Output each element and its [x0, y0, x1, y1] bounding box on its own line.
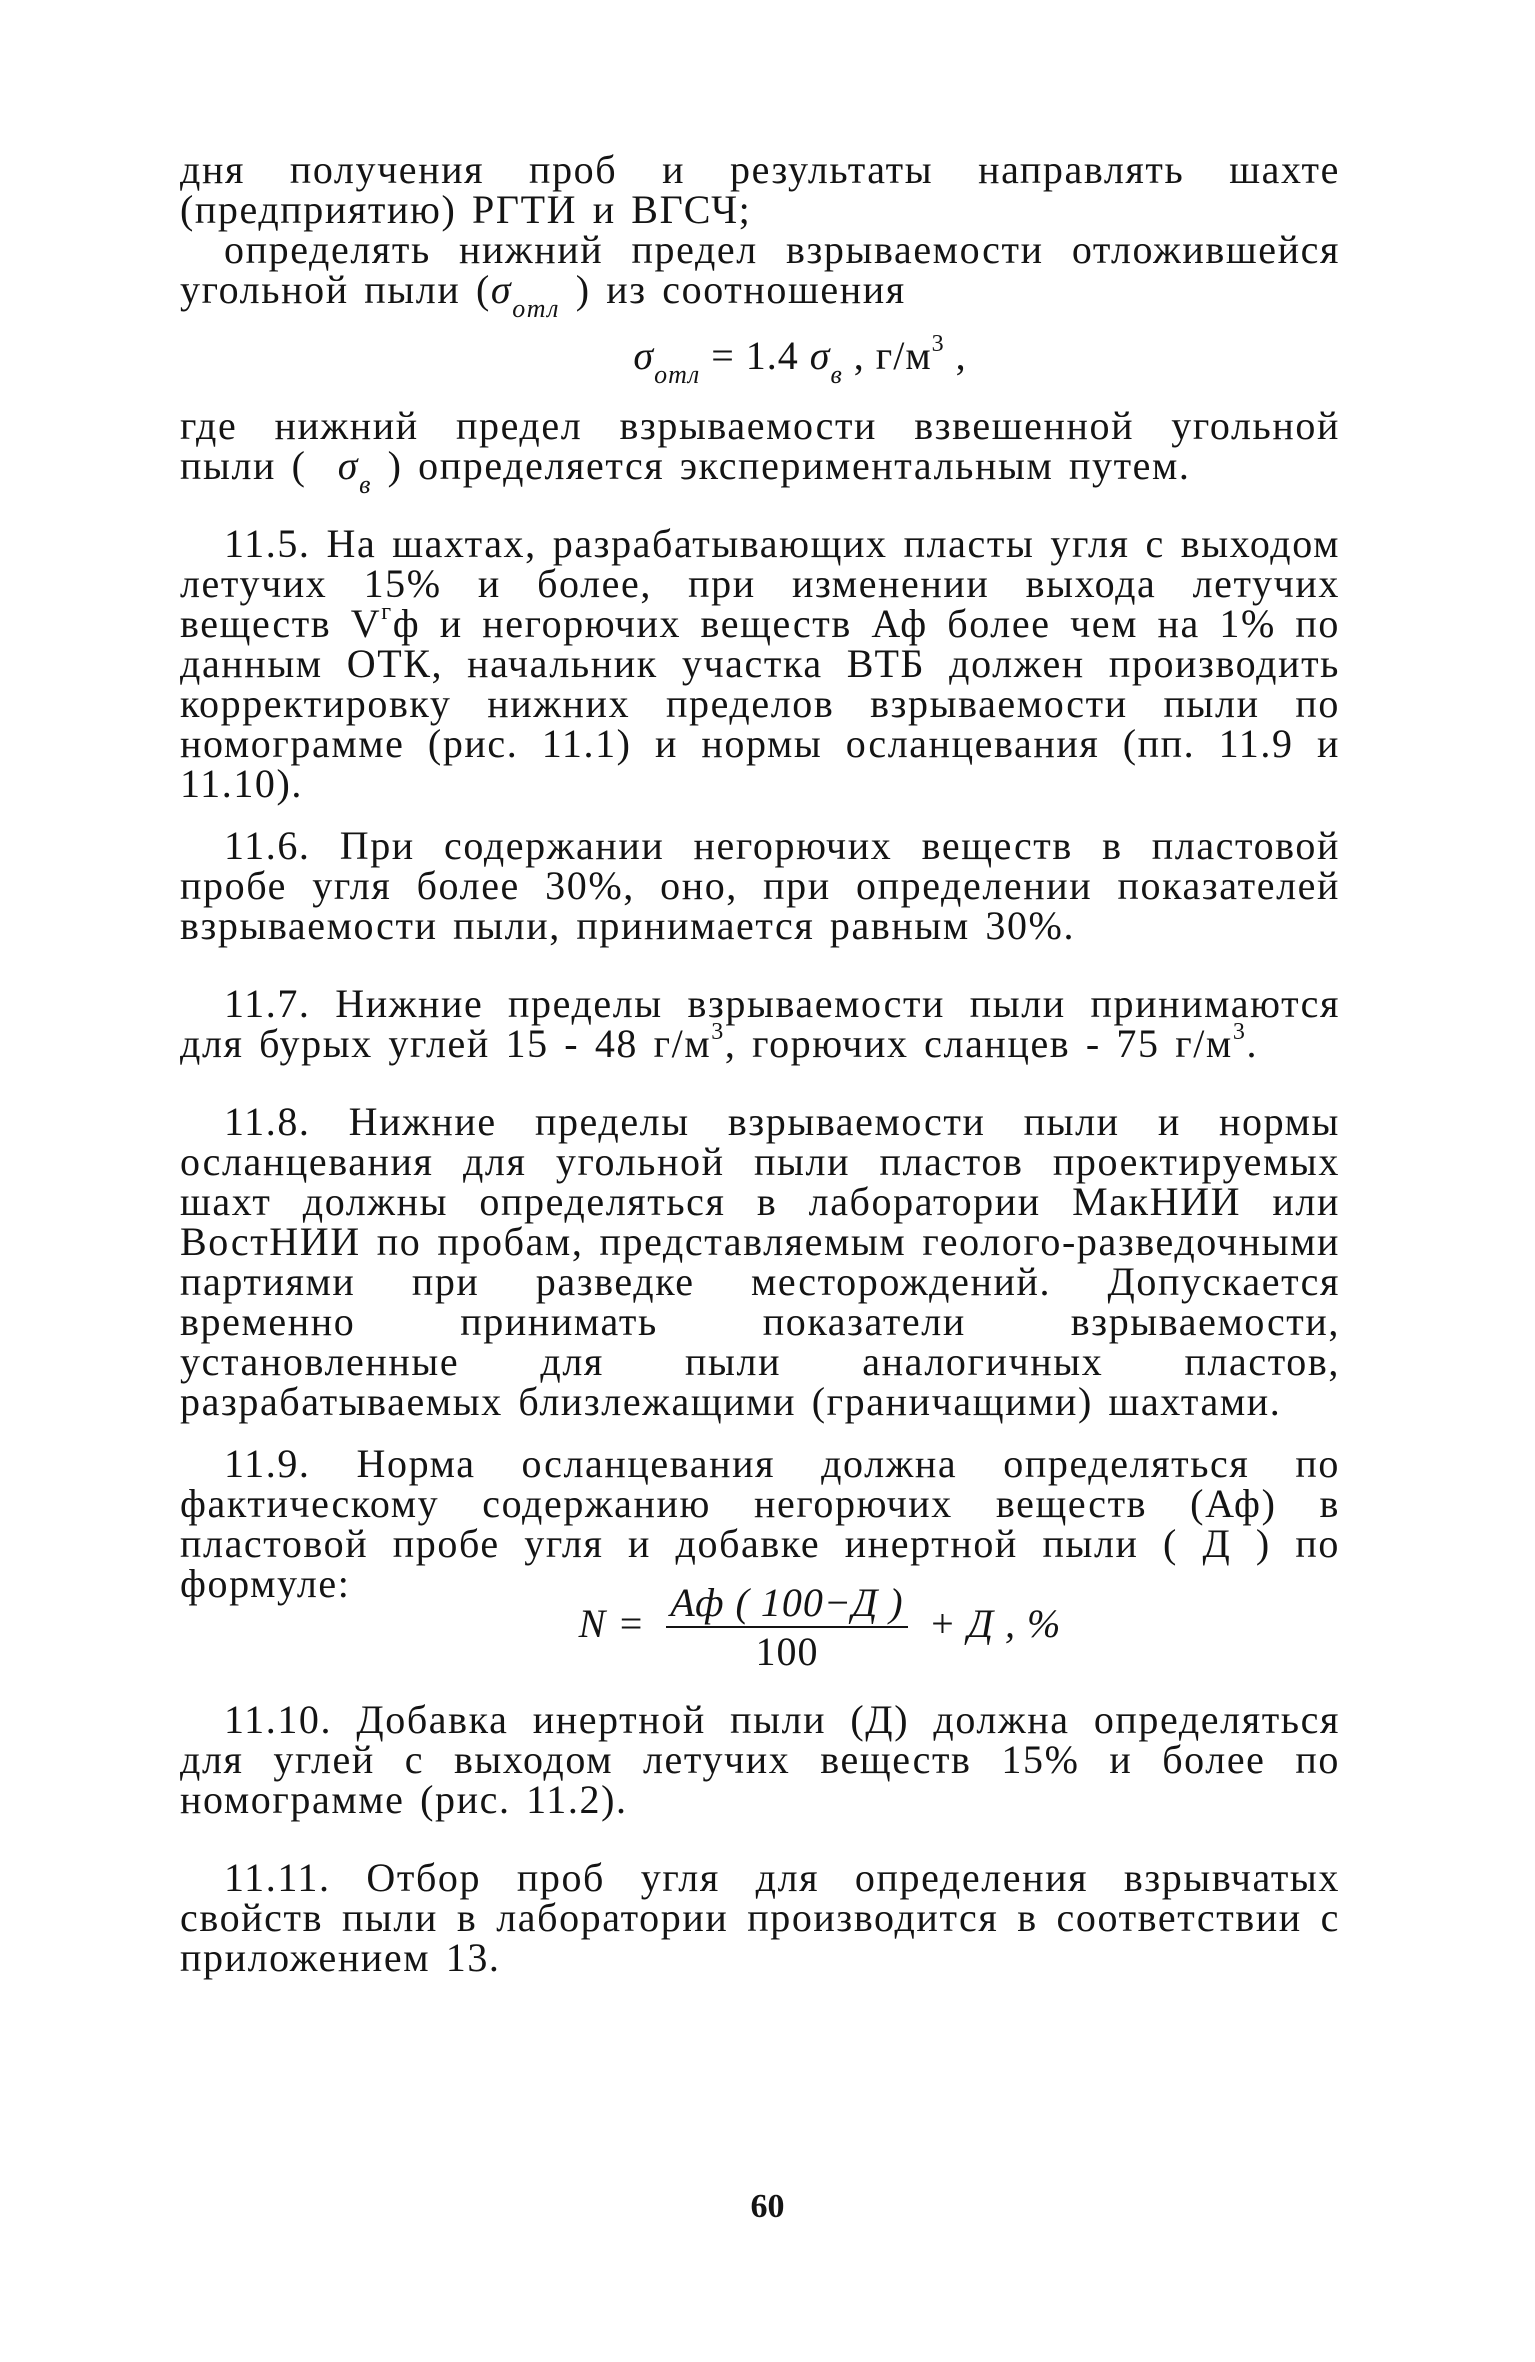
p11-7-sup2: 3: [1232, 1019, 1247, 1045]
paragraph-suspended-dust: [180, 403, 1340, 499]
deposited-dust-text: определять нижний предел взрываемости отложившейся угольной пыли (: [180, 227, 1340, 312]
formula2-rhs: + Д , %: [928, 1601, 1062, 1647]
paragraph-deposited-dust-limit: [180, 227, 1340, 323]
paragraph-11-5: [180, 521, 1340, 806]
formula1-rhs-subscript: в: [830, 360, 843, 389]
formula2-denominator: 100: [755, 1629, 819, 1674]
paragraph-11-11: 11.11. Отбор проб угля для определения взрывчатых свойств пыли в лаборатории производится в соответствии с приложением 13.: [180, 1855, 1340, 1980]
formula1-unit: , г/м: [853, 333, 932, 378]
intro-text: дня получения проб и результаты направлять шахте (предприятию) РГТИ и ВГСЧ;: [180, 147, 1340, 232]
formula2-lhs: N =: [578, 1601, 646, 1647]
formula1-tail: ,: [955, 333, 967, 378]
formula1-lhs-subscript: отл: [654, 360, 701, 389]
where-sigma: σ: [337, 443, 360, 488]
formula1-sigma: σ: [633, 333, 655, 378]
paragraph-11-7: [180, 981, 1340, 1066]
formula-norm: [180, 1582, 1340, 1674]
formula-deposited-dust: [180, 331, 1340, 389]
p11-7-sup1: 3: [711, 1019, 725, 1045]
formula2-fraction: [666, 1582, 907, 1674]
p11-5-text: 11.5. На шахтах, разрабатывающих пласты угля с выходом летучих 15% и более, при изменении выхода летучих веществ V: [180, 521, 1340, 646]
deposited-dust-text-end: ) из соотношения: [575, 267, 906, 312]
where-text-end: ) определяется экспериментальным путем.: [387, 443, 1191, 488]
paragraph-11-6: 11.6. При содержании негорючих веществ в пластовой пробе угля более 30%, оно, при определении показателей взрываемости пыли, принимается равным 30%.: [180, 823, 1340, 948]
sigma-subscript: отл: [512, 294, 561, 323]
p11-7-text-mid: , горючих сланцев - 75 г/м: [724, 1021, 1233, 1066]
formula1-equals: = 1.4: [711, 333, 799, 378]
paragraph-intro-continuation: [180, 147, 1340, 232]
formula2-numerator: Аф ( 100−Д ): [666, 1582, 907, 1628]
paragraph-11-8: 11.8. Нижние пределы взрываемости пыли и нормы осланцевания для угольной пыли пластов проектируемых шахт должны определяться в лаборатории МакНИИ или ВостНИИ по пробам, представляемым геолого-разведочными партиями при разведке месторождений. Допускается временно принимать показатели взрываемости, установленные для пыли аналогичных пластов, разрабатываемых близлежащими (граничащими) шахтами.: [180, 1099, 1340, 1424]
where-text: где нижний предел взрываемости взвешенной угольной пыли (: [180, 403, 1340, 488]
where-sigma-subscript: в: [359, 470, 372, 499]
formula1-sigma-rhs: σ: [809, 333, 831, 378]
formula1-unit-sup: 3: [931, 331, 945, 357]
p11-5-text-end: ф и негорючих веществ Аф более чем на 1% по данным ОТК, начальник участка ВТБ должен производить корректировку нижних пределов взрываемости пыли по номограмме (рис. 11.1) и нормы осланцевания (пп. 11.9 и 11.10).: [180, 601, 1340, 806]
page-number: 60: [750, 2188, 785, 2225]
sigma-symbol: σ: [490, 267, 513, 312]
text-column: [180, 147, 1340, 1980]
paragraph-11-10: 11.10. Добавка инертной пыли (Д) должна определяться для углей с выходом летучих веществ 15% и более по номограмме (рис. 11.2).: [180, 1697, 1340, 1822]
paragraph-11-9: 11.9. Норма осланцевания должна определяться по фактическому содержанию негорючих веществ (Аф) в пластовой пробе угля и добавке инертной пыли ( Д ) по формуле:: [180, 1441, 1340, 1606]
p11-7-text-end: .: [1246, 1021, 1259, 1066]
p11-7-text: 11.7. Нижние пределы взрываемости пыли принимаются для бурых углей 15 - 48 г/м: [180, 981, 1340, 1066]
p11-5-sup: г: [381, 599, 393, 625]
